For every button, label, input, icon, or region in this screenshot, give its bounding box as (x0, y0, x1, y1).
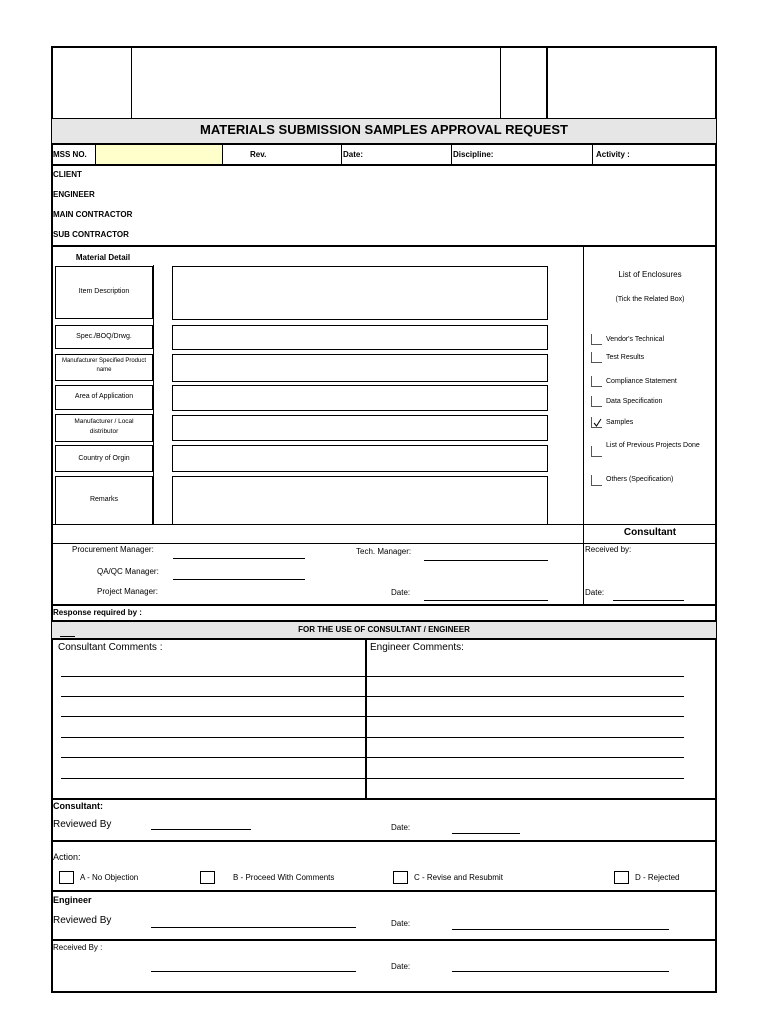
enclosure-label: Others (Specification) (606, 476, 674, 483)
activity-label: Activity : (596, 150, 630, 159)
revise-and-resubmit-checkbox[interactable] (393, 871, 408, 884)
date-label: Date: (343, 150, 364, 159)
client-label: CLIENT (53, 170, 82, 179)
engineer-comment-line[interactable] (367, 757, 684, 758)
enclosure-label: Data Specification (606, 398, 663, 405)
engineer-reviewed-by-line[interactable] (151, 927, 356, 928)
mss-no-label: MSS NO. (53, 150, 87, 159)
enclosure-label: Compliance Statement (606, 378, 677, 385)
tech-manager-line[interactable] (424, 560, 548, 561)
consultant-reviewed-by-label: Reviewed By (53, 819, 112, 830)
manufacturer-local-label: Manufacturer / Local distributor (74, 418, 134, 435)
manufacturer-specified-label: Manufacturer Specified Product name (61, 358, 147, 373)
compliance-statement-checkbox[interactable] (591, 376, 602, 387)
comments-rule (52, 798, 716, 800)
consultant-comment-line[interactable] (61, 757, 365, 758)
engineer-review-date-line[interactable] (452, 929, 669, 930)
qaqc-manager-label: QA/QC Manager: (97, 567, 159, 576)
received-by-label: Received By : (53, 943, 103, 952)
action-heading: Action: (53, 852, 81, 862)
consultant-comment-line[interactable] (61, 716, 365, 717)
engineer-rule (52, 939, 716, 941)
engineer-review-date-label: Date: (391, 919, 411, 928)
item-description-field[interactable] (172, 266, 548, 320)
sub-contractor-label: SUB CONTRACTOR (53, 230, 129, 239)
consultant-comment-line[interactable] (61, 737, 365, 738)
no-objection-checkbox[interactable] (59, 871, 74, 884)
engineer-review-heading: Engineer (53, 895, 92, 905)
engineer-comment-line[interactable] (367, 676, 684, 677)
rev-label: Rev. (250, 150, 267, 159)
main-contractor-label: MAIN CONTRACTOR (53, 210, 133, 219)
mss-divider (95, 145, 96, 164)
others-checkbox[interactable] (591, 475, 602, 486)
form-title: MATERIALS SUBMISSION SAMPLES APPROVAL REQUEST (200, 122, 568, 137)
action-rule (52, 890, 716, 892)
signature-date-label: Date: (391, 588, 411, 597)
samples-checkbox[interactable] (591, 417, 602, 428)
consultant-engineer-heading: FOR THE USE OF CONSULTANT / ENGINEER (298, 625, 470, 634)
checkmark-icon (592, 417, 603, 428)
mss-divider (592, 145, 593, 164)
mss-divider (222, 145, 223, 164)
enclosure-label: Vendor's Technical (606, 336, 665, 343)
material-detail-heading: Material Detail (75, 253, 131, 262)
consultant-rule (584, 543, 716, 544)
engineer-comment-line[interactable] (367, 737, 684, 738)
material-rule (52, 524, 716, 525)
consultant-comment-line[interactable] (61, 696, 365, 697)
enclosure-label: List of Previous Projects Done (606, 442, 700, 449)
received-by-label: Received by: (585, 545, 632, 554)
engineer-label: ENGINEER (53, 190, 95, 199)
mss-rule (52, 164, 716, 166)
consultant-date-line[interactable] (613, 600, 684, 601)
parties-rule (52, 245, 716, 247)
enclosures-heading: List of Enclosures (618, 270, 682, 279)
procurement-manager-label: Procurement Manager: (72, 545, 154, 554)
received-date-label: Date: (391, 962, 411, 971)
tech-manager-label: Tech. Manager: (356, 547, 412, 556)
consultant-heading: Consultant (623, 527, 677, 538)
enclosure-label: Samples (606, 419, 634, 426)
discipline-label: Discipline: (453, 150, 494, 159)
action-option-label: A - No Objection (80, 873, 139, 882)
header-divider (500, 47, 501, 118)
enclosure-label: Test Results (606, 354, 645, 361)
rejected-checkbox[interactable] (614, 871, 629, 884)
manufacturer-specified-field[interactable] (172, 354, 548, 382)
engineer-comments-label: Engineer Comments: (370, 642, 464, 653)
consultant-comments-label: Consultant Comments : (58, 642, 163, 653)
engineer-comment-line[interactable] (367, 716, 684, 717)
spec-label: Spec./BOQ/Drwg. (76, 333, 132, 340)
engineer-reviewed-by-label: Reviewed By (53, 915, 112, 926)
material-label-column (153, 265, 154, 525)
test-results-checkbox[interactable] (591, 352, 602, 363)
action-option-label: C - Revise and Resubmit (414, 873, 503, 882)
consultant-comment-line[interactable] (61, 778, 365, 779)
engineer-comment-line[interactable] (367, 696, 684, 697)
comments-divider (365, 640, 367, 799)
remarks-label: Remarks (89, 496, 118, 503)
band-tab (60, 636, 75, 637)
remarks-field[interactable] (172, 476, 548, 524)
consultant-date-label: Date: (585, 588, 605, 597)
qaqc-manager-line[interactable] (173, 579, 305, 580)
review-rule (52, 840, 716, 842)
proceed-with-comments-checkbox[interactable] (200, 871, 215, 884)
consultant-comment-line[interactable] (61, 676, 365, 677)
received-date-line[interactable] (452, 971, 669, 972)
manufacturer-local-field[interactable] (172, 415, 548, 441)
area-of-application-label: Area of Application (74, 393, 134, 400)
data-specification-checkbox[interactable] (591, 396, 602, 407)
action-option-label: B - Proceed With Comments (233, 873, 335, 882)
area-of-application-field[interactable] (172, 385, 548, 411)
band-rule (52, 638, 716, 640)
enclosure-divider (583, 246, 584, 525)
mss-no-field[interactable] (96, 145, 222, 164)
consultant-review-date-label: Date: (391, 823, 411, 832)
signatures-rule (52, 604, 716, 606)
vendors-technical-checkbox[interactable] (591, 334, 602, 345)
previous-projects-checkbox[interactable] (591, 446, 602, 457)
country-of-origin-label: Country of Orgin (78, 455, 130, 462)
engineer-comment-line[interactable] (367, 778, 684, 779)
mss-divider (451, 145, 452, 164)
header-divider (546, 47, 548, 118)
response-required-label: Response required by : (53, 608, 142, 617)
action-option-label: D - Rejected (635, 873, 680, 882)
procurement-manager-line[interactable] (173, 558, 305, 559)
consultant-review-heading: Consultant: (53, 801, 103, 811)
project-manager-label: Project Manager: (97, 587, 158, 596)
signature-rule (52, 543, 584, 544)
consultant-review-date-line[interactable] (452, 833, 520, 834)
mss-divider (341, 145, 342, 164)
country-of-origin-field[interactable] (172, 445, 548, 472)
enclosures-subheading: (Tick the Related Box) (615, 296, 685, 303)
item-description-label: Item Description (78, 288, 130, 295)
signature-date-line[interactable] (424, 600, 548, 601)
header-divider (131, 47, 132, 118)
spec-field[interactable] (172, 325, 548, 350)
consultant-reviewed-by-line[interactable] (151, 829, 251, 830)
received-by-line[interactable] (151, 971, 356, 972)
